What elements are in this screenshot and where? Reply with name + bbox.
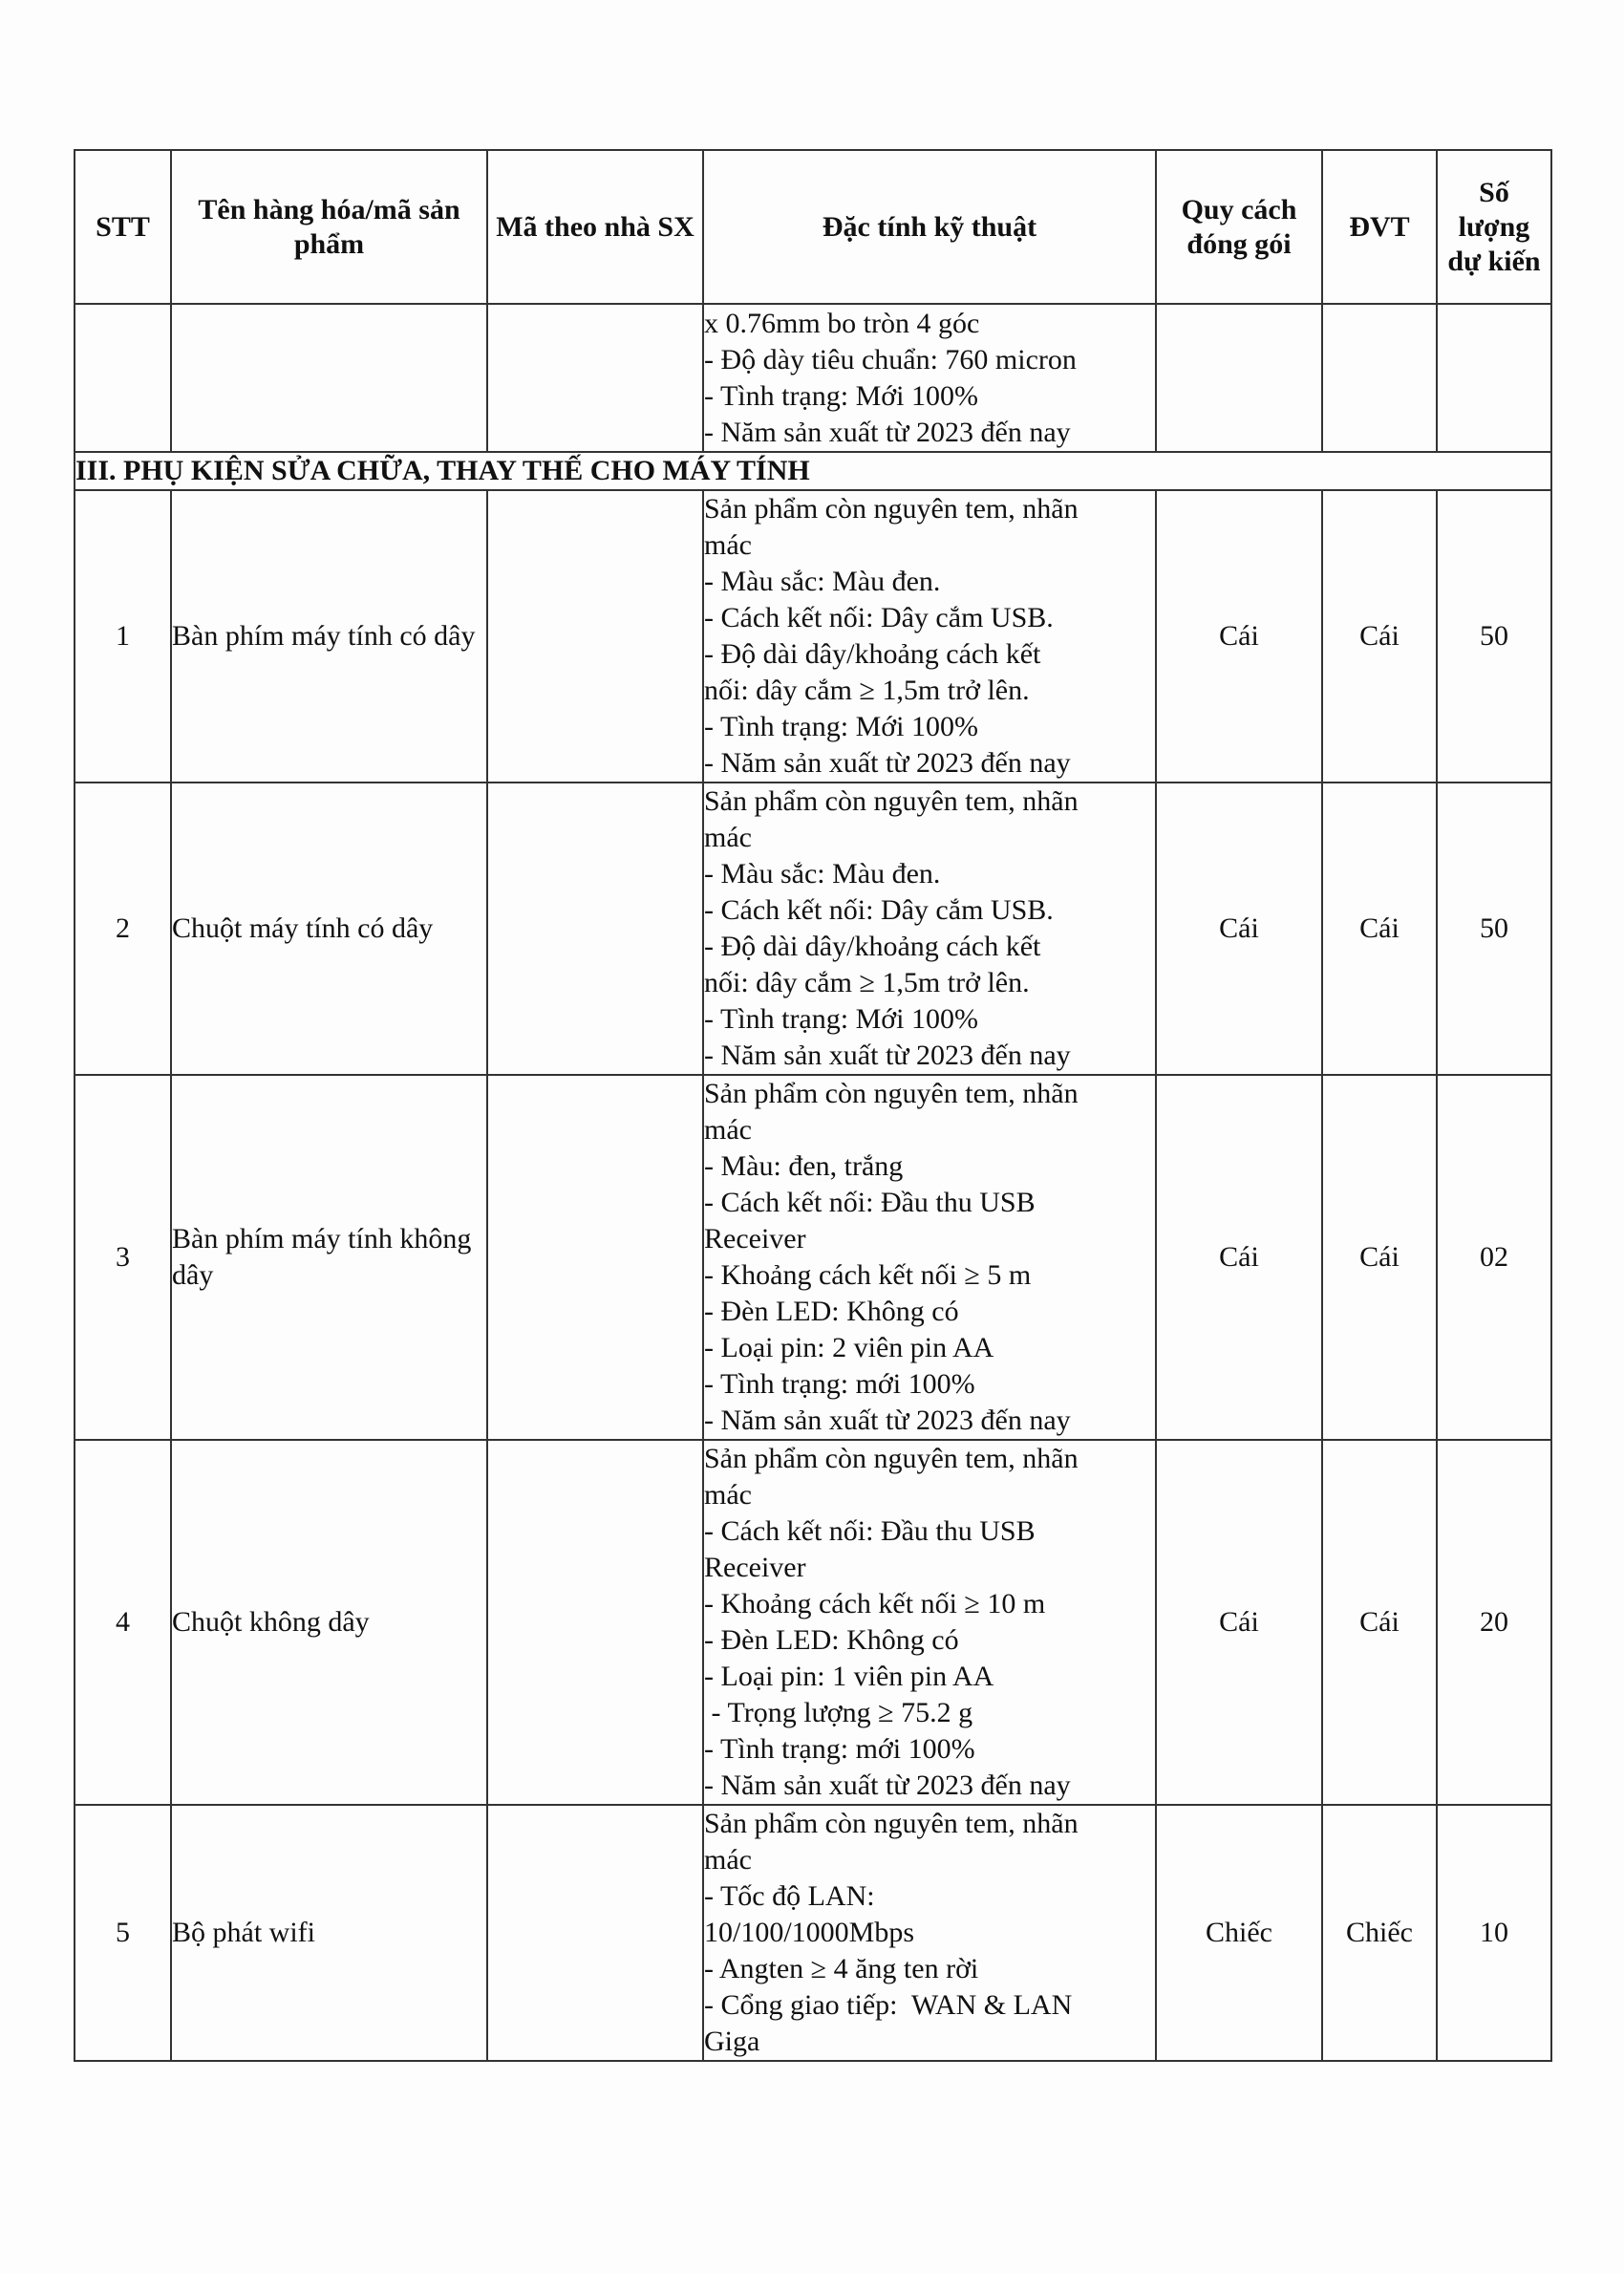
- spec-line: - Tình trạng: Mới 100%: [704, 711, 978, 742]
- spec-line: - Cổng giao tiếp: WAN & LAN: [704, 1989, 1073, 2021]
- cell-qty: 50: [1437, 490, 1551, 783]
- spec-line: - Khoảng cách kết nối ≥ 5 m: [704, 1259, 1032, 1291]
- table-row: [75, 783, 1551, 1075]
- cell-unit: Cái: [1322, 490, 1437, 783]
- spec-line: Sản phẩm còn nguyên tem, nhãn: [704, 493, 1079, 525]
- cell-empty: [1322, 304, 1437, 452]
- cell-product-name: Chuột không dây: [171, 1440, 487, 1805]
- cell-spec: [703, 1440, 1156, 1805]
- spec-line: - Tốc độ LAN:: [704, 1880, 875, 1912]
- cell-packing: Cái: [1156, 1440, 1322, 1805]
- spec-line: mác: [704, 1114, 752, 1146]
- spec-line: mác: [704, 529, 752, 561]
- section-title: III. PHỤ KIỆN SỬA CHỮA, THAY THẾ CHO MÁY TÍNH: [75, 452, 1551, 490]
- spec-line: - Màu sắc: Màu đen.: [704, 858, 941, 890]
- spec-line: nối: dây cắm ≥ 1,5m trở lên.: [704, 675, 1030, 706]
- spec-line: 10/100/1000Mbps: [704, 1917, 915, 1948]
- cell-packing: Cái: [1156, 783, 1322, 1075]
- header-packing: Quy cách đóng gói: [1156, 150, 1322, 304]
- spec-line: - Năm sản xuất từ 2023 đến nay: [704, 747, 1071, 779]
- spec-line: Sản phẩm còn nguyên tem, nhãn: [704, 1443, 1079, 1474]
- spec-line: mác: [704, 1479, 752, 1511]
- spec-line: nối: dây cắm ≥ 1,5m trở lên.: [704, 967, 1030, 998]
- spec-line: Giga: [704, 2026, 760, 2057]
- cell-empty: [487, 304, 703, 452]
- spec-line: - Tình trạng: Mới 100%: [704, 1003, 978, 1035]
- cell-qty: 02: [1437, 1075, 1551, 1440]
- spec-line: - Màu: đen, trắng: [704, 1150, 904, 1182]
- header-qty: Số lượng dự kiến: [1437, 150, 1551, 304]
- cell-maker-code: [487, 1805, 703, 2061]
- spec-line: - Năm sản xuất từ 2023 đến nay: [704, 1769, 1071, 1801]
- cell-qty: 10: [1437, 1805, 1551, 2061]
- cell-qty: 50: [1437, 783, 1551, 1075]
- cell-product-name: Bộ phát wifi: [171, 1805, 487, 2061]
- spec-line: - Cách kết nối: Đầu thu USB: [704, 1187, 1036, 1218]
- header-stt: STT: [75, 150, 171, 304]
- spec-line: - Tình trạng: mới 100%: [704, 1733, 975, 1765]
- table-row: [75, 1805, 1551, 2061]
- cell-stt: 4: [75, 1440, 171, 1805]
- cell-packing: Cái: [1156, 1075, 1322, 1440]
- table-row: [75, 1440, 1551, 1805]
- cell-maker-code: [487, 1440, 703, 1805]
- cell-unit: Cái: [1322, 1075, 1437, 1440]
- spec-line: - Tình trạng: Mới 100%: [704, 379, 978, 412]
- spec-line: - Độ dày tiêu chuẩn: 760 micron: [704, 343, 1077, 375]
- spec-line: Sản phẩm còn nguyên tem, nhãn: [704, 785, 1079, 817]
- spec-line: - Màu sắc: Màu đen.: [704, 566, 941, 597]
- cell-unit: Cái: [1322, 783, 1437, 1075]
- spec-line: mác: [704, 1844, 752, 1876]
- section-row: [75, 452, 1551, 490]
- cell-product-name: Bàn phím máy tính không dây: [171, 1075, 487, 1440]
- cell-packing: Chiếc: [1156, 1805, 1322, 2061]
- cell-stt: 2: [75, 783, 171, 1075]
- spec-table: [74, 149, 1552, 2062]
- spec-line: - Độ dài dây/khoảng cách kết: [704, 638, 1041, 670]
- cell-empty: [1156, 304, 1322, 452]
- spec-line: - Năm sản xuất từ 2023 đến nay: [704, 416, 1071, 448]
- spec-line: - Angten ≥ 4 ăng ten rời: [704, 1953, 979, 1984]
- spec-line: - Đèn LED: Không có: [704, 1296, 959, 1327]
- header-maker-code: Mã theo nhà SX: [487, 150, 703, 304]
- table-header-row: [75, 150, 1551, 304]
- table-row: [75, 490, 1551, 783]
- header-spec: Đặc tính kỹ thuật: [703, 150, 1156, 304]
- spec-line: - Cách kết nối: Dây cắm USB.: [704, 894, 1054, 926]
- cell-maker-code: [487, 1075, 703, 1440]
- spec-line: Receiver: [704, 1223, 806, 1254]
- cell-unit: Cái: [1322, 1440, 1437, 1805]
- spec-line: - Loại pin: 1 viên pin AA: [704, 1661, 994, 1692]
- table-row: [75, 1075, 1551, 1440]
- cell-product-name: Bàn phím máy tính có dây: [171, 490, 487, 783]
- cell-spec: [703, 1805, 1156, 2061]
- header-unit: ĐVT: [1322, 150, 1437, 304]
- spec-line: - Năm sản xuất từ 2023 đến nay: [704, 1405, 1071, 1436]
- cell-qty: 20: [1437, 1440, 1551, 1805]
- spec-line: - Trọng lượng ≥ 75.2 g: [704, 1697, 973, 1728]
- spec-line: - Cách kết nối: Đầu thu USB: [704, 1515, 1036, 1547]
- cell-spec: [703, 1075, 1156, 1440]
- cell-empty: [171, 304, 487, 452]
- cell-stt: 1: [75, 490, 171, 783]
- spec-line: - Tình trạng: mới 100%: [704, 1368, 975, 1400]
- spec-line: - Độ dài dây/khoảng cách kết: [704, 931, 1041, 962]
- spec-line: - Khoảng cách kết nối ≥ 10 m: [704, 1588, 1046, 1619]
- spec-line: mác: [704, 822, 752, 853]
- spec-line: x 0.76mm bo tròn 4 góc: [704, 307, 980, 339]
- cell-product-name: Chuột máy tính có dây: [171, 783, 487, 1075]
- spec-line: - Cách kết nối: Dây cắm USB.: [704, 602, 1054, 633]
- spec-line: Sản phẩm còn nguyên tem, nhãn: [704, 1808, 1079, 1839]
- cell-stt: 3: [75, 1075, 171, 1440]
- table-body: [75, 490, 1551, 2061]
- cell-spec: [703, 490, 1156, 783]
- cell-spec: [703, 783, 1156, 1075]
- spec-line: Receiver: [704, 1552, 806, 1583]
- cell-empty: [1437, 304, 1551, 452]
- cell-unit: Chiếc: [1322, 1805, 1437, 2061]
- spec-line: - Đèn LED: Không có: [704, 1624, 959, 1656]
- spec-line: Sản phẩm còn nguyên tem, nhãn: [704, 1078, 1079, 1109]
- header-name: Tên hàng hóa/mã sản phẩm: [171, 150, 487, 304]
- spec-line: - Loại pin: 2 viên pin AA: [704, 1332, 994, 1363]
- cell-stt: 5: [75, 1805, 171, 2061]
- cell-packing: Cái: [1156, 490, 1322, 783]
- cell-maker-code: [487, 490, 703, 783]
- spec-line: - Năm sản xuất từ 2023 đến nay: [704, 1040, 1071, 1071]
- continuation-spec: [703, 304, 1156, 452]
- cell-empty: [75, 304, 171, 452]
- cell-maker-code: [487, 783, 703, 1075]
- continuation-row: [75, 304, 1551, 452]
